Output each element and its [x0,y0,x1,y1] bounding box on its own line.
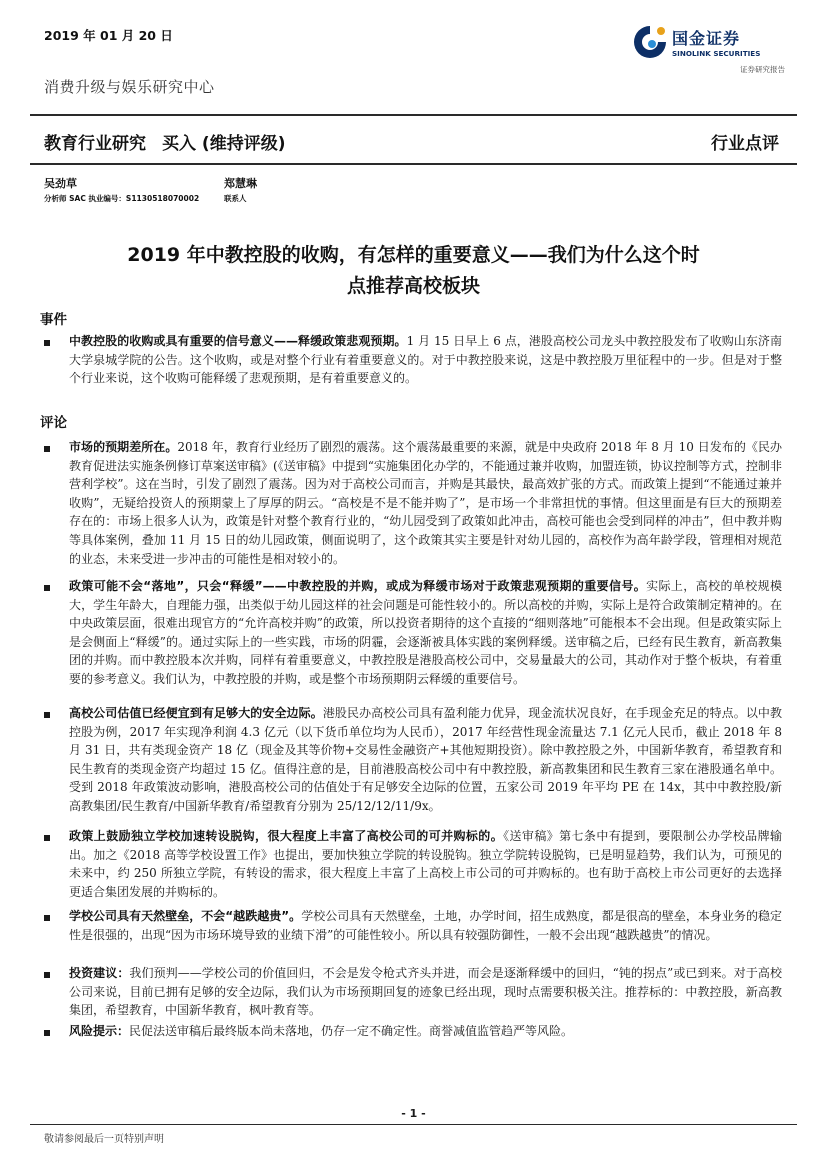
bullet-square [44,585,50,591]
rating-label: 买入 (维持评级) [162,134,286,154]
paragraph-risk-warning [69,1022,782,1041]
page-number: - 1 - [401,1107,426,1120]
bullet-square [44,915,50,921]
report-title-line-1: 2019 年中教控股的收购，有怎样的重要意义——我们为什么这个时 [127,244,700,266]
topic-divider [30,163,797,165]
paragraph-lead: 投资建议： [69,966,130,980]
bullet-square [44,712,50,718]
paragraph-expectation-gap [69,438,782,568]
paragraph-body: 我们预判——学校公司的价值回归，不会是发令枪式齐头并进，而会是逐渐释缓中的回归，“钝的拐点”或已到来。对于高校公司来说，目前已拥有足够的安全边际，我们认为市场预期回复的迹象已经出现，现时点需要积极关注。推荐标的：中教控股，新高教集团，希望教育，中国新华教育，枫叶教育等。 [69,966,782,1018]
paragraph-body: 2018 年，教育行业经历了剧烈的震荡。这个震荡最重要的来源，就是中央政府 2018 年 8 月 10 日发布的《民办教育促进法实施条例修订草案送审稿》(《送审稿》中提到“实施集团化办学的，不能通过兼并收购，加盟连锁，协议控制等方式，控制非营利学校”。这在当时，引发了剧烈了震荡。因为对于高校公司而言，并购是其最快，最高效扩张的方式。而政策上提到“不能通过兼并收购”，无疑给投资人的预期蒙上了厚厚的阴云。“高校是不是不能并购了”，是市场一个非常担忧的事情。但这里面是有巨大的预期差存在的：市场上很多人认为，政策是针对整个教育行业的，“幼儿园受到了政策如此冲击，高校可能也会受到同样的冲击”，但中教并购等具体案例，叠加 11 月 15 日的幼儿园政策，侧面说明了，这个政策其实主要是针对幼儿园的，高校作为高年龄学段，管理相对规范的业态，未来受进一步冲击的可能性是相对较小的。 [69,440,782,566]
author-cert-2: 联系人 [224,194,247,203]
logo-subtitle: 证券研究报告 [740,65,785,74]
bullet-square [44,446,50,452]
logo-english-name: SINOLINK SECURITIES [672,49,761,58]
report-title-line-2: 点推荐高校板块 [346,275,480,297]
author-name-1: 吴劲草 [44,177,77,190]
report-date: 2019 年 01 月 20 日 [44,28,173,43]
footer-disclaimer: 敬请参阅最后一页特别声明 [44,1134,164,1145]
sinolink-logo-icon [630,22,670,62]
industry-topic [44,129,285,154]
bullet-square [44,1030,50,1036]
section-comment-heading: 评论 [40,415,67,431]
section-event-heading: 事件 [40,312,67,328]
paragraph-body: 民促法送审稿后最终版本尚未落地，仍存一定不确定性。商誉减值监管趋严等风险。 [129,1024,574,1038]
paragraph-lead: 政策上鼓励独立学校加速转设脱钩，很大程度上丰富了高校公司的可并购标的。 [69,829,504,843]
paragraph-lead: 政策可能不会“落地”，只会“释缓”——中教控股的并购，或成为释缓市场对于政策悲观预期的重要信号。 [69,579,647,593]
paragraph-event [69,332,782,388]
report-type: 行业点评 [711,134,779,154]
logo-name: 国金证券 [672,29,741,48]
paragraph-natural-barrier [69,907,782,944]
paragraph-body: 学校公司具有天然壁垒，土地，办学时间，招生成熟度，都是很高的壁垒，本身业务的稳定性是很强的，出现“因为市场环境导致的业绩下滑”的可能性较小。所以具有较强防御性，一般不会出现“越跌越贵”的情况。 [69,909,782,942]
paragraph-lead: 市场的预期差所在。 [69,440,178,454]
paragraph-investment-advice [69,964,782,1020]
paragraph-lead: 中教控股的收购或具有重要的信号意义——释缓政策悲观预期。 [69,334,407,348]
footer-divider [30,1124,797,1125]
author-cert-1: 分析师 SAC 执业编号：S1130518070002 [44,194,200,203]
bullet-square [44,972,50,978]
paragraph-lead: 高校公司估值已经便宜到有足够大的安全边际。 [69,706,323,720]
paragraph-valuation [69,704,782,816]
paragraph-policy-easing [69,577,782,689]
paragraph-body: 港股民办高校公司具有盈利能力优异，现金流状况良好，在手现金充足的特点。以中教控股为例，2017 年实现净利润 4.3 亿元（以下货币单位均为人民币），2017 年经营性现金流量达 7.1 亿元人民币，截止 2018 年 8 月 31 日，共有类现金资产 18 亿（现金及其等价物+交易性金融资产+其他短期投资）。除中教控股之外，中国新华教育，希望教育和民生教育的类现金资产均超过 15 亿。值得注意的是，目前港股高校公司中有中教控股，新高教集团和民生教育三家在港股通名单中。受到 2018 年政策波动影响，港股高校公司的估值处于有足够安全边际的位置，五家公司 2019 年平均 PE 在 14x，其中中教控股/新高教集团/民生教育/中国新华教育/希望教育分别为 25/12/12/11/9x。 [69,706,782,813]
paragraph-independent-college [69,827,782,901]
author-name-2: 郑慧琳 [224,177,257,190]
report-title [30,240,797,302]
paragraph-body: 1 月 15 日早上 6 点，港股高校公司龙头中教控股发布了收购山东济南大学泉城学院的公告。这个收购，或是对整个行业有着重要意义的。对于中教控股来说，这是中教控股万里征程中的一步。但是对于整个行业来说，这个收购可能释缓了悲观预期，是有着重要意义的。 [69,334,782,386]
paragraph-body: 《送审稿》第七条中有提到，要限制公办学校品牌输出。加之《2018 高等学校设置工作》也提出，要加快独立学院的转设脱钩。独立学院转设脱钩，已是明显趋势，我们认为，可预见的未来中，约 250 所独立学院，有转设的需求，很大程度上丰富了上高校上市公司的可并购标的。也有助于高校上市公司更好的去选择更适合集团发展的并购标的。 [69,829,782,899]
paragraph-body: 实际上，高校的单校规模大，学生年龄大，自理能力强，出类似于幼儿园这样的社会问题是可能性较小的。所以高校的并购，实际上是符合政策制定精神的。在中央政策层面，很难出现官方的“允许高校并购”的政策，所以投资者期待的这个直接的“细则落地”可能根本不会出现。但是政策实际上是会侧面上“释缓”的。通过实际上的一些实践，市场的阴霾，会逐渐被具体实践的案例释缓。送审稿之后，已经有民生教育，新高教集团的并购。而中教控股本次并购，同样有着重要意义，中教控股是港股高校公司中，交易量最大的公司，其动作对于整个板块，有着重要的参考意义。我们认为，中教控股的并购，或是整个市场预期阴云释缓的重要信号。 [69,579,782,686]
bullet-square [44,340,50,346]
header-divider [30,114,797,116]
research-center: 消费升级与娱乐研究中心 [44,78,215,96]
industry-label: 教育行业研究 [44,134,146,154]
bullet-square [44,835,50,841]
paragraph-lead: 风险提示： [69,1024,130,1038]
sinolink-logo [630,22,795,74]
paragraph-lead: 学校公司具有天然壁垒，不会“越跌越贵”。 [69,909,302,923]
